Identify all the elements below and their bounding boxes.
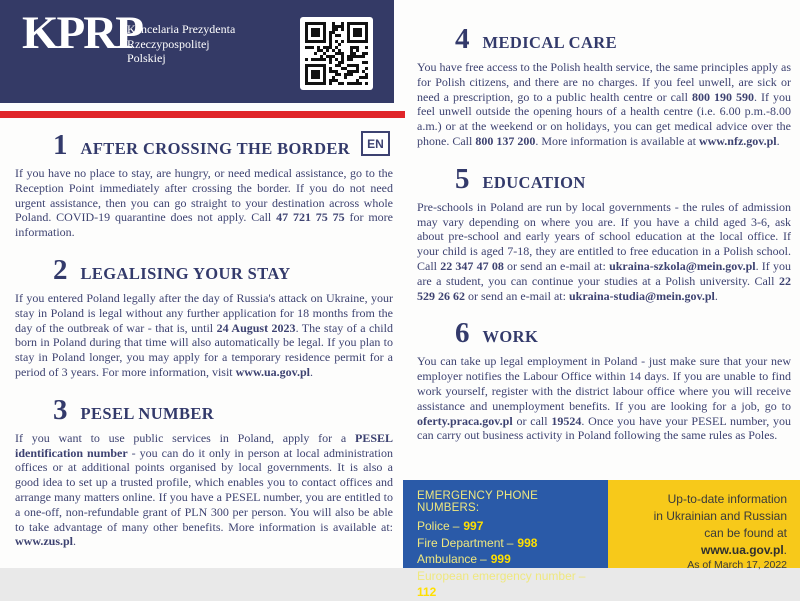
dash: – <box>480 552 487 566</box>
section-heading <box>417 164 791 194</box>
dash: – <box>506 535 514 550</box>
section-pesel-number <box>15 395 393 549</box>
emergency-item-police <box>417 518 600 535</box>
section-number: 5 <box>455 162 470 195</box>
date-footnote: As of March 17, 2022 <box>687 559 787 571</box>
header-band <box>0 0 394 103</box>
section-number: 2 <box>53 253 68 286</box>
kprp-logo: KPRP <box>22 7 142 59</box>
info-line: Up-to-date information <box>667 492 787 506</box>
section-number: 6 <box>455 317 470 350</box>
section-number: 1 <box>53 129 68 161</box>
emergency-item-ambulance <box>417 551 600 568</box>
section-heading <box>15 130 393 160</box>
section-heading <box>417 24 791 54</box>
section-paragraph: You have free access to the Polish health service, the same principles apply as for Polish citizens, and there are no charges. If you feel unwell, are sick or need a prescription, go to a public health centre or call 800 190 590. If you feel unwell outside the opening hours of a health centre (i.e. 6.00 p.m.-8.00 a.m.) or at the weekend or on holidays, you can get medical advice over the phone. Call 800 137 200. More information is available at www.nfz.gov.pl. <box>417 60 792 148</box>
section-title: PESEL NUMBER <box>80 403 215 423</box>
emergency-number: 997 <box>463 519 484 533</box>
section-paragraph: If you want to use public services in Poland, apply for a PESEL identification number - you can do it only in person at local administration offices or at additional points organised by local governments. It is also a good idea to set up a trusted profile, which enables you to contact offices and arrange many matters online. If you have a PESEL number, you are entitled to a one-off, non-refundable grant of PLN 300 per person. You will also be able to take advantage of many other benefits. More information is available at: www.zus.pl. <box>15 430 393 549</box>
emergency-number: 999 <box>490 552 511 566</box>
section-legalising-your-stay <box>15 255 393 380</box>
emergency-label: Ambulance <box>417 552 478 566</box>
emergency-items <box>417 518 600 601</box>
emergency-number: 998 <box>517 535 538 550</box>
info-line: can be found at www.ua.gov.pl. <box>700 526 787 557</box>
section-medical-care <box>417 24 791 149</box>
emergency-label: Fire Department <box>417 535 504 550</box>
org-name-line: Kancelaria Prezydenta <box>127 22 236 36</box>
section-paragraph: You can take up legal employment in Poland - just make sure that your new employer notifies the Labour Office within 14 days. If you are unable to find work yourself, register with the district labour office where you will receive assistance and unemployment benefits. If you are looking for a job, go to oferty.praca.gov.pl or call 19524. Once you have your PESEL number, you can carry out business activity in Poland following the same rules as Poles. <box>417 354 791 443</box>
section-number: 4 <box>455 23 470 55</box>
emergency-label: Police <box>417 519 450 533</box>
qr-code-icon <box>300 17 373 90</box>
right-column <box>417 0 791 443</box>
section-work <box>417 318 791 443</box>
section-title: MEDICAL CARE <box>482 33 618 52</box>
emergency-number: 112 <box>417 585 437 599</box>
section-paragraph: If you entered Poland legally after the day of Russia's attack on Ukraine, your stay in Poland is legal without any further application for 18 months from the day of the outbreak of war - that is, until 24 August 2023. The stay of a child born in Poland during that time will also automatically be legal. If you plan to stay in Poland longer, you may apply for a temporary residence permit for a period of 3 years. For more information, visit www.ua.gov.pl. <box>15 290 393 379</box>
left-column <box>15 118 393 549</box>
dash: – <box>578 568 586 583</box>
section-paragraph: If you have no place to stay, are hungry, or need medical assistance, go to the Reception Point immediately after crossing the border. If you do not need urgent assistance, then you can go straight to your destination across whole Poland. COVID-19 quarantine does not apply. Call 47 721 75 75 for more information. <box>15 166 393 240</box>
org-name-line: Polskiej <box>127 51 166 65</box>
section-education <box>417 164 791 304</box>
dash: – <box>452 519 460 533</box>
up-to-date-info-box <box>608 480 800 571</box>
section-after-crossing-the-border <box>15 130 393 240</box>
section-heading <box>15 255 393 285</box>
org-name-line: Rzeczypospolitej <box>127 36 210 51</box>
emergency-title: EMERGENCY PHONE NUMBERS: <box>417 490 539 514</box>
section-heading <box>15 395 393 425</box>
emergency-numbers-box <box>403 480 608 599</box>
section-paragraph: Pre-schools in Poland are run by local governments - the rules of admission may vary depending on where you are. If you have a child aged 3-6, ask about pre-school and early years of school education at the local office. If your child is aged 7-18, they are entitled to free education in a Polish school. Call 22 347 47 08 or send an e-mail at: ukraina-szkola@mein.gov.pl. If you are a student, you can continue your studies at a Polish university. Call 22 529 26 62 or send an e-mail at: ukraina-studia@mein.gov.pl. <box>417 199 792 303</box>
section-title: LEGALISING YOUR STAY <box>80 263 291 283</box>
section-number: 3 <box>53 393 68 426</box>
emergency-item-fire <box>417 535 600 552</box>
org-name <box>127 22 235 66</box>
section-heading <box>417 318 791 348</box>
section-title: AFTER CROSSING THE BORDER <box>80 139 351 158</box>
emergency-label: European emergency number <box>417 568 576 583</box>
language-badge: EN <box>361 131 390 156</box>
emergency-item-european <box>417 568 600 601</box>
info-line: in Ukrainian and Russian <box>653 509 787 523</box>
polish-flag-stripe <box>0 111 405 118</box>
section-title: EDUCATION <box>482 172 586 192</box>
section-title: WORK <box>482 327 539 347</box>
